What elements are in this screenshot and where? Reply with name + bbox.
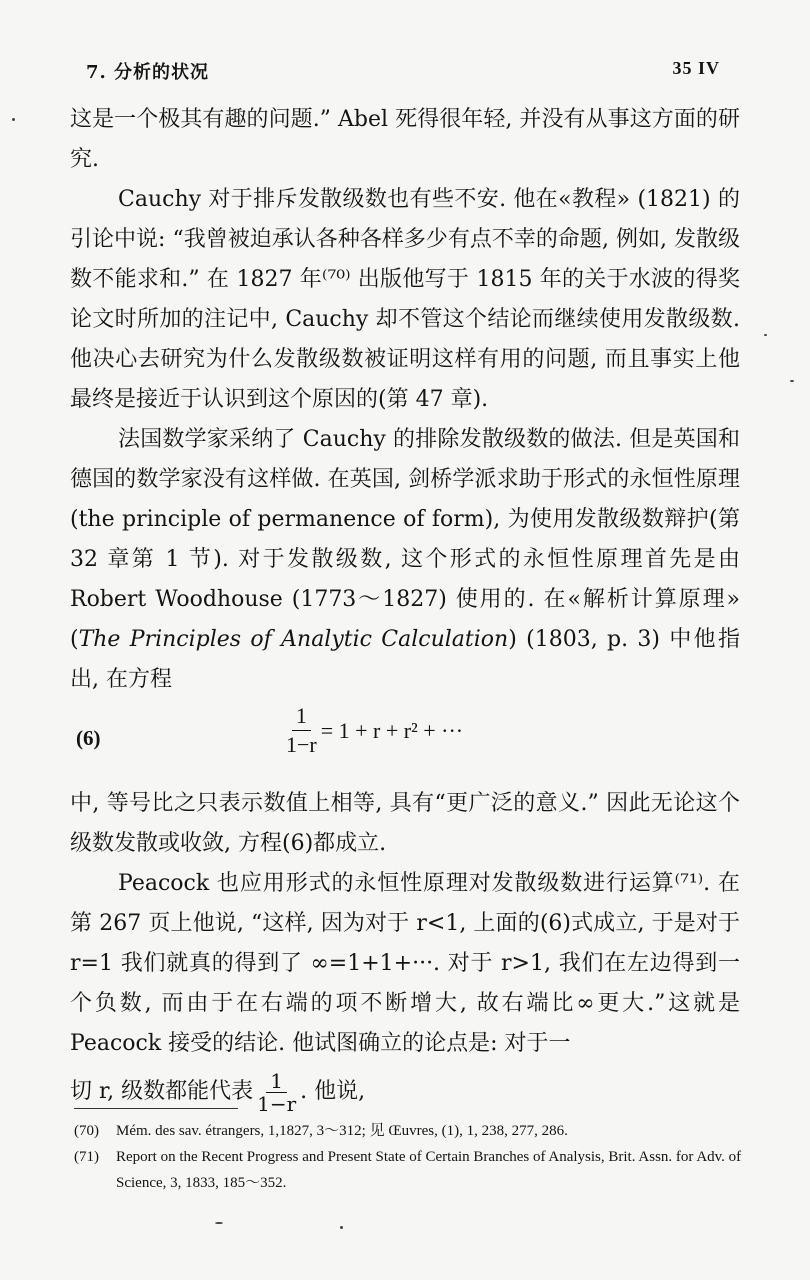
paragraph-1: 这是一个极其有趣的问题.” Abel 死得很年轻, 并没有从事这方面的研究.: [70, 107, 740, 172]
scan-speck: [340, 1226, 343, 1229]
scan-speck: [215, 1222, 223, 1224]
paragraph-3: [70, 420, 740, 700]
equation-rhs: = 1 + r + r² + ···: [320, 717, 464, 743]
footnote-70: [74, 1118, 744, 1144]
equation-fraction: [286, 702, 317, 759]
equation-body: [282, 702, 463, 759]
main-text: [70, 100, 740, 1120]
inline-fraction-denominator: 1−r: [257, 1091, 297, 1116]
footnote-71: [74, 1144, 744, 1196]
book-title-italic: The Principles of Analytic Calculation: [78, 627, 509, 652]
last-line-before: 切 r, 级数都能代表: [70, 1079, 254, 1104]
footnote-text: Report on the Recent Progress and Present State of Certain Branches of Analysis, Brit. Assn. for Adv. of Science, 3, 1833, 185～352.: [116, 1149, 742, 1191]
paragraph-4: 中, 等号比之只表示数值上相等, 具有“更广泛的意义.” 因此无论这个级数发散或收敛, 方程(6)都成立.: [70, 791, 740, 856]
last-line-after: . 他说,: [300, 1079, 366, 1104]
scan-speck: [12, 118, 15, 121]
paragraph-3-text-a: 法国数学家采纳了 Cauchy 的排除发散级数的做法. 但是英国和德国的数学家没有这样做. 在英国, 剑桥学派求助于形式的永恒性原理 (the principle of permanence of form), 为使用发散级数辩护(第 32 章第 1 节). 对于发散级数, 这个形式的永恒性原理首先是由 Robert Woodhouse (1773～1827) 使用的. 在«解析计算原理» (: [70, 427, 740, 652]
fraction-numerator: 1: [292, 702, 311, 731]
inline-fraction: [257, 1070, 296, 1115]
scan-speck: [790, 380, 794, 382]
fraction-denominator: 1−r: [286, 732, 317, 757]
paragraph-5: Peacock 也应用形式的永恒性原理对发散级数进行运算⁽⁷¹⁾. 在第 267 页上他说, “这样, 因为对于 r<1, 上面的(6)式成立, 于是对于 r=1 我们就真的得到了 ∞=1+1+···. 对于 r>1, 我们在左边得到一个负数, 而由于在右端的项不断增大, 故右端比∞更大.”这就是 Peacock 接受的结论. 他试图确立的论点是: 对于一: [70, 871, 740, 1056]
footnote-number: (70): [74, 1123, 99, 1139]
scan-speck: [764, 334, 767, 336]
equation-6: [70, 702, 740, 776]
footnote-text: Mém. des sav. étrangers, 1,1827, 3～312; 见 Œuvres, (1), 1, 238, 277, 286.: [116, 1123, 568, 1139]
inline-fraction-numerator: 1: [266, 1070, 287, 1093]
running-head-section: 7. 分析的状况: [86, 62, 210, 83]
running-head-page-number: 35 IV: [672, 58, 720, 78]
paragraph-3-text-b: ) (1803, p. 3) 中他指出, 在方程: [70, 627, 740, 692]
footnote-number: (71): [74, 1149, 99, 1165]
equation-number: (6): [76, 726, 101, 750]
footnotes: [74, 1118, 744, 1196]
paragraph-5-last-line: [70, 1064, 740, 1120]
footnote-divider: [74, 1108, 238, 1109]
paragraph-2: Cauchy 对于排斥发散级数也有些不安. 他在«教程» (1821) 的引论中说: “我曾被迫承认各种各样多少有点不幸的命题, 例如, 发散级数不能求和.” 在 1827 年⁽⁷⁰⁾ 出版他写于 1815 年的关于水波的得奖论文时所加的注记中, Cauchy 却不管这个结论而继续使用发散级数. 他决心去研究为什么发散级数被证明这样有用的问题, 而且事实上他最终是接近于认识到这个原因的(第 47 章).: [70, 187, 740, 412]
